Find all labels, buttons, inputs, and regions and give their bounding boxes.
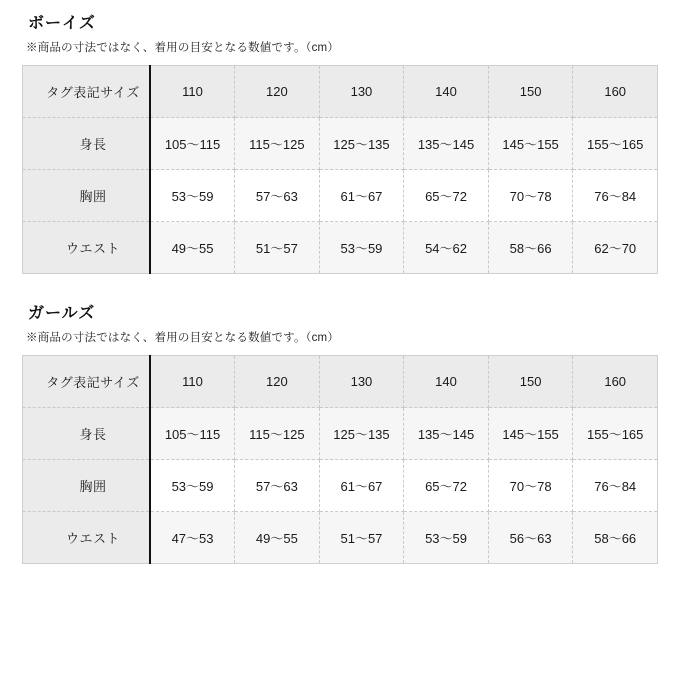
cell-waist-160: 58〜66 (573, 512, 658, 564)
section-title-girls: ガールズ (28, 305, 96, 322)
section-spacer (22, 274, 658, 290)
cell-waist-120: 49〜55 (235, 512, 320, 564)
cell-chest-130: 61〜67 (319, 460, 404, 512)
cell-waist-110: 47〜53 (150, 512, 235, 564)
cell-waist-160: 62〜70 (573, 222, 658, 274)
header-size-130: 130 (319, 356, 404, 408)
row-label-chest: 胸囲 (23, 170, 151, 222)
cell-chest-110: 53〜59 (150, 170, 235, 222)
table-row (23, 118, 658, 170)
cell-chest-120: 57〜63 (235, 170, 320, 222)
cell-waist-150: 58〜66 (488, 222, 573, 274)
cell-chest-140: 65〜72 (404, 170, 489, 222)
size-table-girls (22, 355, 658, 564)
section-boys (22, 0, 658, 274)
cell-height-130: 125〜135 (319, 118, 404, 170)
cell-height-140: 135〜145 (404, 408, 489, 460)
cell-height-110: 105〜115 (150, 408, 235, 460)
header-size-130: 130 (319, 66, 404, 118)
header-size-140: 140 (404, 66, 489, 118)
header-size-150: 150 (488, 356, 573, 408)
cell-height-140: 135〜145 (404, 118, 489, 170)
cell-height-150: 145〜155 (488, 408, 573, 460)
cell-waist-130: 51〜57 (319, 512, 404, 564)
header-label: タグ表記サイズ (23, 356, 151, 408)
row-label-chest: 胸囲 (23, 460, 151, 512)
header-size-120: 120 (235, 356, 320, 408)
cell-chest-140: 65〜72 (404, 460, 489, 512)
table-header-row (23, 356, 658, 408)
section-title-boys: ボーイズ (28, 15, 96, 32)
row-label-waist: ウエスト (23, 512, 151, 564)
cell-height-160: 155〜165 (573, 408, 658, 460)
cell-waist-130: 53〜59 (319, 222, 404, 274)
cell-chest-110: 53〜59 (150, 460, 235, 512)
cell-waist-120: 51〜57 (235, 222, 320, 274)
table-row (23, 512, 658, 564)
cell-chest-160: 76〜84 (573, 170, 658, 222)
cell-chest-160: 76〜84 (573, 460, 658, 512)
header-size-160: 160 (573, 356, 658, 408)
header-size-150: 150 (488, 66, 573, 118)
section-note-boys: ※商品の寸法ではなく、着用の目安となる数値です。（cm） (26, 42, 340, 54)
cell-chest-150: 70〜78 (488, 460, 573, 512)
cell-height-130: 125〜135 (319, 408, 404, 460)
section-girls (22, 290, 658, 564)
header-size-160: 160 (573, 66, 658, 118)
cell-height-110: 105〜115 (150, 118, 235, 170)
cell-chest-150: 70〜78 (488, 170, 573, 222)
cell-waist-150: 56〜63 (488, 512, 573, 564)
row-label-waist: ウエスト (23, 222, 151, 274)
table-row (23, 170, 658, 222)
header-size-140: 140 (404, 356, 489, 408)
section-note-girls: ※商品の寸法ではなく、着用の目安となる数値です。（cm） (26, 332, 340, 344)
cell-waist-110: 49〜55 (150, 222, 235, 274)
size-table-boys (22, 65, 658, 274)
cell-height-120: 115〜125 (235, 408, 320, 460)
header-size-110: 110 (150, 356, 235, 408)
cell-chest-130: 61〜67 (319, 170, 404, 222)
header-size-120: 120 (235, 66, 320, 118)
cell-height-160: 155〜165 (573, 118, 658, 170)
row-label-height: 身長 (23, 118, 151, 170)
cell-chest-120: 57〜63 (235, 460, 320, 512)
cell-height-120: 115〜125 (235, 118, 320, 170)
table-row (23, 222, 658, 274)
table-row (23, 460, 658, 512)
header-size-110: 110 (150, 66, 235, 118)
table-row (23, 408, 658, 460)
row-label-height: 身長 (23, 408, 151, 460)
cell-waist-140: 53〜59 (404, 512, 489, 564)
cell-height-150: 145〜155 (488, 118, 573, 170)
table-header-row (23, 66, 658, 118)
header-label: タグ表記サイズ (23, 66, 151, 118)
cell-waist-140: 54〜62 (404, 222, 489, 274)
